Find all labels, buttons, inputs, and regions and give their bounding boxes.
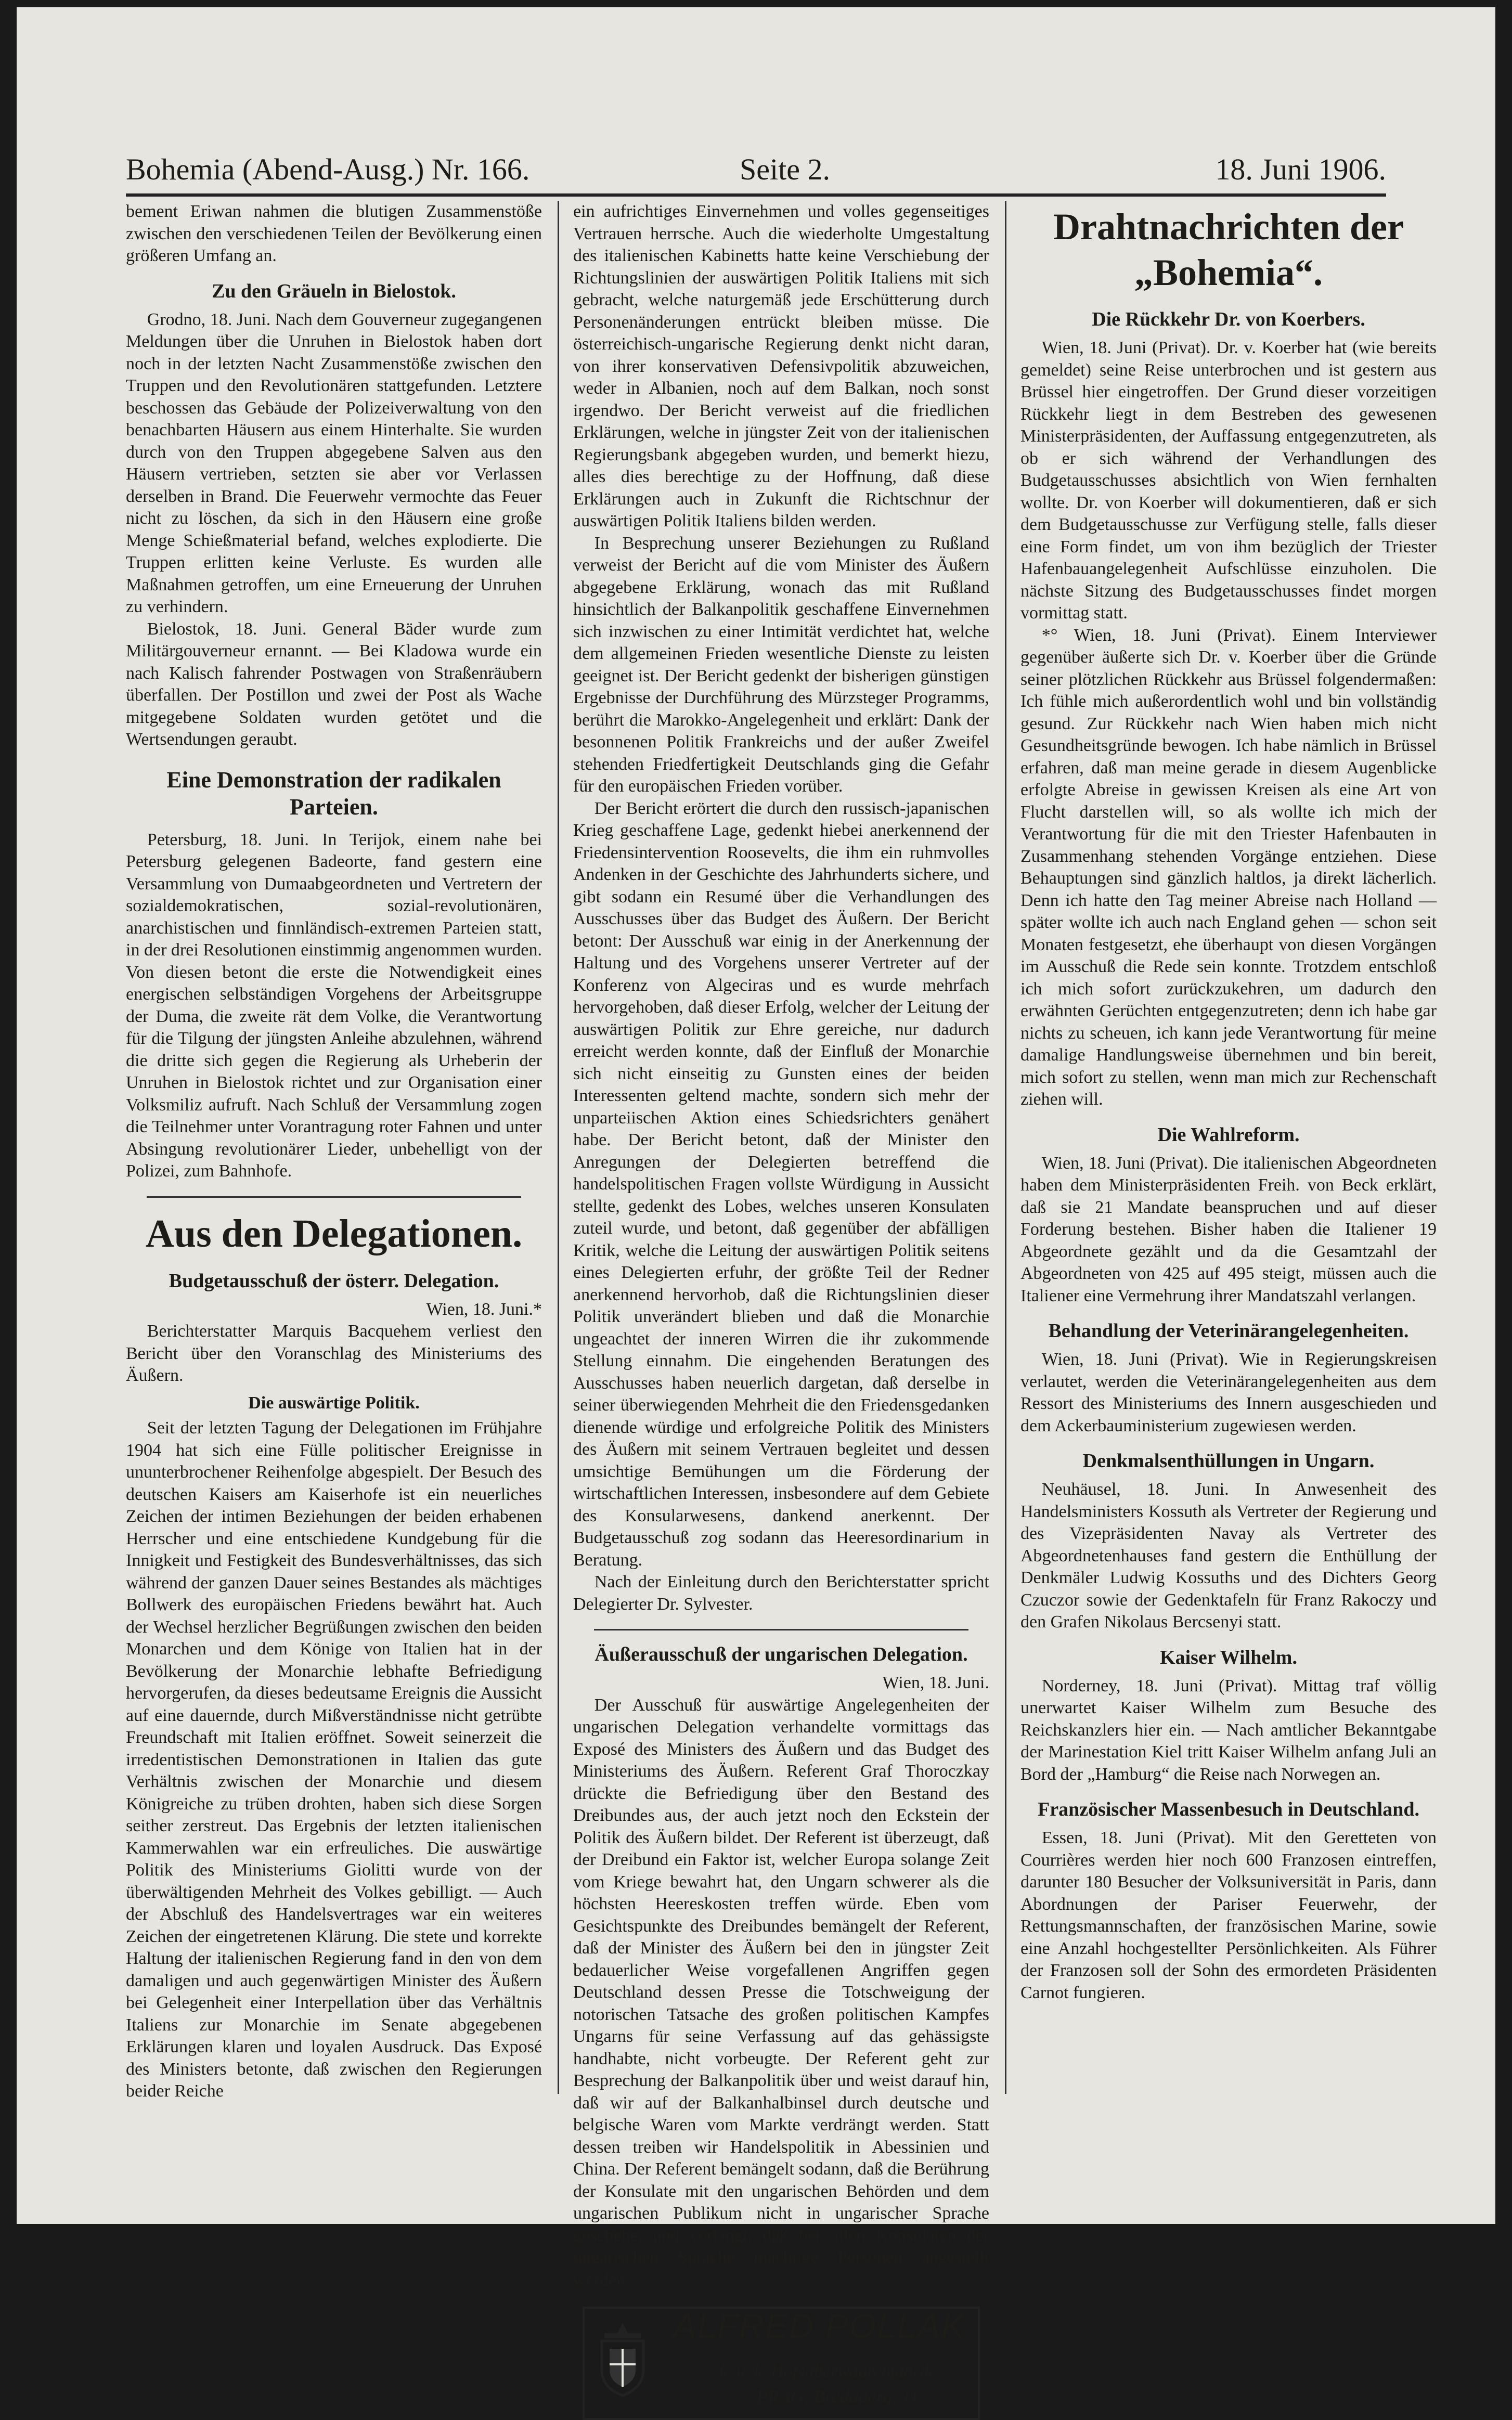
article-headline: Kaiser Wilhelm. [1160, 1646, 1297, 1668]
article-headline: Denkmalsenthüllungen in Ungarn. [1082, 1450, 1375, 1472]
article-headline: Die Wahlreform. [1157, 1123, 1300, 1146]
article-text: Grodno, 18. Juni. Nach dem Gouverneur zugegangenen Meldungen über die Unruhen in Bielostok haben dort noch in der letzten Nacht Zusammenstöße zwischen den Truppen und den Revolutionären stattgefunden. Letztere beschossen das Gebäude der Polizeiverwaltung von den benachbarten Häusern aus einem Hinterhalte. Sie wurden durch von den Truppen abgegebene Salven aus den Häusern vertrieben, setzten sie aber vor Verlassen derselben in Brand. Die Feuerwehr vermochte das Feuer nicht zu löschen, da sich in den Häusern eine große Menge Schießmaterial befand, welches explodierte. Die Truppen erlitten keine Verluste. Es wurden alle Maßnahmen getroffen, um eine Erneuerung der Unruhen zu verhindern. [126, 309, 542, 616]
column-2 [573, 201, 989, 2407]
article-headline: Äußerausschuß der ungarischen Delegation. [595, 1643, 968, 1665]
section-title: Aus den Delegationen. [145, 1211, 523, 1256]
article-headline: Budgetausschuß der österr. Delegation. [169, 1270, 499, 1292]
article-text: Der Ausschuß für auswärtige Angelegenheiten der ungarischen Delegation verhandelte vormittags das Exposé des Ministers des Äußern und das Budget des Ministeriums des Äußern. Referent Graf Thoroczkay drückte die Befriedigung über den Bestand des Dreibundes aus, der auch jetzt noch den Eckstein der Politik des Äußern bildet. Der Referent ist überzeugt, daß der Dreibund ein Faktor ist, welcher Europa solange Zeit vom Kriege bewahrt hat, den Ungarn schwerer als die höchsten Heereskosten treffen würde. Eben vom Gesichtspunkte des Dreibundes bemängelt der Referent, daß der Minister des Äußern bei den in jüngster Zeit bedauerlicher Weise vorgefallenen Angriffen gegen Deutschland dessen Presse die Totschweigung der notorischen Tatsache des großen politischen Kampfes Ungarns für seine Verfassung auf das gehässigste handhabte, nicht vorbeugte. Der Referent geht zur Besprechung der Balkanpolitik über und weist darauf hin, daß wir auf der Balkanhalbinsel durch deutsche und belgische Waren vom Markte verdrängt werden. Statt dessen treiben wir Handelspolitik in Abessinien und China. Der Referent bemängelt sodann, daß die Berührung der Konsulate mit den ungarischen Behörden und dem ungarischen Publikum nicht in ungarischer Sprache geschehe, und verlangt, daß bei allen Konsulaten der ungarischen Sprache mächtige Personen angestellt werden. [573, 1695, 989, 2289]
ad-subtitle: k. u. k. Hofsilberwaarenfabrik [720, 2362, 933, 2381]
dateline: Wien, 18. Juni.* [426, 1299, 542, 1319]
article-text: Wien, 18. Juni (Privat). Die italienischen Abgeordneten haben dem Ministerpräsidenten Freih. von Beck erklärt, daß sie 21 Mandate beanspruchen und auf dieser Forderung bestehen. Bisher haben die Italiener 19 Abgeordnete gezählt und da die Gesamtzahl der Abgeordneten von 425 auf 495 steigt, müssen auch die Italiener eine Vermehrung ihrer Mandatszahl verlangen. [1020, 1153, 1437, 1305]
section-divider [147, 1196, 521, 1198]
article-text: Norderney, 18. Juni (Privat). Mittag traf völlig unerwartet Kaiser Wilhelm zum Besuche des Reichskanzlers hier ein. — Nach amtlicher Bekanntgabe der Marinestation Kiel tritt Kaiser Wilhelm anfang Juli an Bord der „Hamburg“ die Reise nach Norwegen an. [1020, 1676, 1437, 1784]
header-rule [126, 193, 1386, 197]
article-headline: Zu den Gräueln in Bielostok. [212, 280, 456, 302]
article-headline: Französischer Massenbesuch in Deutschland. [1037, 1798, 1420, 1820]
ad-address: PRAG, Bredauerg. 11. [756, 2386, 924, 2407]
article-text: Nach der Einleitung durch den Berichterstatter spricht Delegierter Dr. Sylvester. [573, 1572, 989, 1614]
article-text: Essen, 18. Juni (Privat). Mit den Geretteten von Courrières werden hier noch 600 Franzosen eintreffen, darunter 180 Besucher der Volksuniversität in Paris, dann Abordnungen der Pariser Feuerwehr, der Rettungsmannschaften, der französischen Marine, sowie eine Anzahl hochgestellter Persönlichkeiten. Als Führer der Franzosen soll der Sohn des ermordeten Präsidenten Carnot fungieren. [1020, 1828, 1437, 2002]
article-text: *° Wien, 18. Juni (Privat). Einem Interviewer gegenüber äußerte sich Dr. v. Koerber über die Gründe seiner plötzlichen Rückkehr aus Brüssel folgendermaßen: Ich fühle mich außerordentlich wohl und bin vollständig gesund. Zur Rückkehr nach Wien haben mich nicht Gesundheitsgründe bewogen. Ich habe nämlich in Brüssel erfahren, daß man meine gerade in diesem Augenblicke erfolgte Abreise in gewissen Kreisen als eine Art von Flucht darstellen will, so als wollte ich mich der Verantwortung für die mit den Triester Hafenbauten in Zusammenhang stehenden Vorgänge entziehen. Diese Behauptungen sind gänzlich haltlos, ja direkt lächerlich. Denn ich hatte den Tag meiner Abreise nach Holland — später wollte ich auch nach England gehen — schon seit Monaten festgesetzt, ehe überhaupt von diesen Vorgängen im Ausschuß die Rede sein konnte. Trotzdem entschloß ich mich sofort zurückzukehren, um dadurch den erwähnten Gerüchten entgegenzutreten; denn ich habe gar nichts zu scheuen, ich kann jede Verantwortung für meine damalige Handlungsweise übernehmen und bin bereit, mich sofort zu stellen, wenn man mich zur Rechenschaft ziehen will. [1020, 625, 1437, 1109]
article-text: Seit der letzten Tagung der Delegationen im Frühjahre 1904 hat sich eine Fülle politischer Ereignisse in ununterbrochener Reihenfolge abgespielt. Der Besuch des deutschen Kaisers am Kaiserhofe ist ein neuerliches Zeichen der intimen Beziehungen der beiden erhabenen Herrscher und eine entschiedene Kundgebung für die Innigkeit und Festigkeit des Bundesverhältnisses, das sich während der ganzen Dauer seines Bestandes als mächtiges Bollwerk des europäischen Friedens bewährt hat. Auch der Wechsel herzlicher Begrüßungen zwischen den beiden Monarchen und dem Könige von Italien hat in der Bevölkerung der Monarchie lebhafte Befriedigung hervorgerufen, da dieses bedeutsame Ereignis die Aussicht auf eine dauernde, durch Mißverständnisse nicht getrübte Freundschaft mit Italien eröffnet. Soweit seinerzeit die irredentistischen Demonstrationen in Italien das gute Verhältnis zwischen der Monarchie und diesem Königreiche zu trüben drohten, haben sich diese Sorgen seither zerstreut. Das Ergebnis der letzten italienischen Kammerwahlen war ein erfreuliches. Die auswärtige Politik des Ministeriums Giolitti wurde von der überwältigenden Mehrheit des Volkes gebilligt. — Auch der Abschluß des Handelsvertrages war ein weiteres Zeichen der eingetretenen Klärung. Die stete und korrekte Haltung der italienischen Regierung fand in den von dem damaligen und auch gegenwärtigen Minister des Äußern bei Gelegenheit einer Interpellation über das Verhältnis Italiens zur Monarchie im Senate abgegebenen Erklärungen klaren und loyalen Ausdruck. Das Exposé des Ministers betonte, daß zwischen den Regierungen beider Reiche [126, 1418, 542, 2101]
article-subheadline: Die auswärtige Politik. [248, 1393, 420, 1413]
page-header [126, 148, 1386, 195]
article-text: Petersburg, 18. Juni. In Terijok, einem nahe bei Petersburg gelegenen Badeorte, fand gestern eine Versammlung von Dumaabgeordneten und Vertretern der sozialdemokratischen, sozial-revolutionären, anarchistischen und finnländisch-extremen Parteien statt, in der drei Resolutionen einstimmig angenommen wurden. Von diesen betont die erste die Notwendigkeit eines energischen selbständigen Vorgehens der Arbeitsgruppe der Duma, die zweite rät dem Volke, die Verantwortung für die Tilgung der jüngsten Anleihe abzulehnen, während die dritte sich gegen die Regierung als Urheberin der Unruhen in Bielostok richtet und zur Organisation einer Volksmiliz aufruft. Nach Schluß der Versammlung zogen die Teilnehmer unter Vorantragung roter Fahnen und unter Absingung revolutionärer Lieder, unbehelligt von der Polizei, zum Bahnhofe. [126, 830, 542, 1181]
advertisement [583, 2307, 980, 2420]
ad-brand: ALFRED POLLAK [673, 2307, 965, 2345]
article-headline: Behandlung der Veterinärangelegenheiten. [1048, 1320, 1409, 1342]
header-date: 18. Juni 1906. [1215, 152, 1386, 186]
article-text: Neuhäusel, 18. Juni. In Anwesenheit des Handelsministers Kossuth als Vertreter der Regierung und des Vizepräsidenten Navay als Vertreter des Abgeordnetenhauses fand gestern die Enthüllung der Denkmäler Ludwig Kossuths und des Dichters Georg Czuczor sowie der Gedenktafeln für Franz Rakoczy und den Grafen Nikolaus Bercsenyi statt. [1020, 1480, 1437, 1632]
article-text: In Besprechung unserer Beziehungen zu Rußland verweist der Bericht auf die vom Minister des Äußern abgegebene Erklärung, wonach das mit Rußland hinsichtlich der Balkanpolitik geschaffene Einvernehmen sich inzwischen zu einer Intimität verdichtet hat, welche dem allgemeinen Frieden wesentliche Dienste zu leisten geeignet ist. Der Bericht gedenkt der bisherigen günstigen Ergebnisse der Durchführung des Mürzsteger Programms, berührt die Marokko-Angelegenheit und erklärt: Dank der besonnenen Politik Frankreichs und der außer Zweifel stehenden Friedfertigkeit Deutschlands ging die Gefahr für den europäischen Frieden vorüber. [573, 533, 989, 796]
dateline: Wien, 18. Juni. [882, 1673, 989, 1692]
crest-icon [594, 2320, 651, 2398]
article-headline: Eine Demonstration der radikalen Parteien. [166, 767, 501, 820]
column-1 [126, 201, 542, 2101]
article-text: ein aufrichtiges Einvernehmen und volles gegenseitiges Vertrauen herrsche. Auch die wiederholte Umgestaltung des italienischen Kabinetts hatte keine Verschiebung der Richtungslinien der auswärtigen Politik Italiens mit sich gebracht, welche naturgemäß jede Erschütterung durch Personenänderungen entrückt bleiben müsse. Die österreichisch-ungarische Regierung denkt nicht daran, von ihrer konservativen Defensivpolitik abzuweichen, weder in Albanien, noch auf dem Balkan, noch sonst irgendwo. Der Bericht verweist auf die friedlichen Erklärungen, welche in jüngster Zeit von der italienischen Regierungsbank abgegeben wurden, und bemerkt hiezu, alles dies berechtige zu der Hoffnung, daß diese Erklärungen auch in Zukunft die Richtschnur der auswärtigen Politik Italiens bilden werden. [573, 202, 989, 530]
column-divider [1005, 201, 1006, 2094]
article-headline: Die Rückkehr Dr. von Koerbers. [1092, 308, 1365, 330]
column-3 [1020, 201, 1437, 2094]
article-text: Bielostok, 18. Juni. General Bäder wurde zum Militärgouverneur ernannt. — Bei Kladowa wurde ein nach Kalisch fahrender Postwagen von Straßenräubern überfallen. Der Postillon und zwei der Post als Wache mitgegebene Soldaten wurden getötet und die Wertsendungen geraubt. [126, 619, 542, 749]
article-text: Berichterstatter Marquis Bacquehem verliest den Bericht über den Voranschlag des Ministeriums des Äußern. [126, 1322, 542, 1385]
article-text: Wien, 18. Juni (Privat). Dr. v. Koerber hat (wie bereits gemeldet) seine Reise unterbrochen und ist gestern aus Brüssel hier eingetroffen. Der Grund dieser vorzeitigen Rückkehr liegt in dem Bestreben des gewesenen Ministerpräsidenten, der Auffassung entgegenzutreten, als ob er sich während der Verhandlungen des Budgetausschusses absichtlich von Wien fernhalten wollte. Dr. von Koerber will dokumentieren, daß er sich dem Budgetausschusse zur Verfügung stelle, falls dieser eine Form findet, um von ihm bezüglich der Triester Hafenbauangelegenheit Aufschlüsse einzuholen. Die nächste Sitzung des Budgetausschusses findet morgen vormittag statt. [1020, 338, 1437, 623]
section-divider [594, 1629, 968, 1630]
newspaper-page [17, 7, 1495, 2407]
article-text: bement Eriwan nahmen die blutigen Zusammenstöße zwischen den verschiedenen Teilen der Bevölkerung einen größeren Umfang an. [126, 202, 542, 265]
header-publication: Bohemia (Abend-Ausg.) Nr. 166. [126, 152, 530, 186]
article-text: Der Bericht erörtert die durch den russisch-japanischen Krieg geschaffene Lage, gedenkt hiebei anerkennend der Friedensintervention Roosevelts, die ihm ein ruhmvolles Andenken in der Geschichte des Jahrhunderts sichere, und gibt sodann ein Resumé über die Verhandlungen des Ausschusses über das Budget des Äußern. Der Bericht betont: Der Ausschuß war einig in der Anerkennung der Haltung und des Vorgehens unserer Vertreter auf der Konferenz von Algeciras und es wurde mehrfach hervorgehoben, daß dieser Erfolg, welcher der Leitung der auswärtigen Politik zur Ehre gereiche, nur dadurch erreicht werden konnte, daß der Einfluß der Monarchie sich nicht einseitig zu Gunsten eines der beiden Interessenten geltend machte, sondern sich mehr der unparteiischen Aktion eines Schiedsrichters genähert habe. Der Bericht betont, daß der Minister den Anregungen der Delegierten betreffend die handelspolitischen Fragen vollste Würdigung in Aussicht stellte, gedenkt des Lobes, welches unseren Konsulaten zuteil wurde, und betont, daß gegenüber der abfälligen Kritik, welche die Leitung der auswärtigen Politik seitens eines Delegierten erfuhr, der größte Teil der Redner anerkennend hervorhob, daß die Richtungslinien dieser Politik unverändert blieben und daß die Monarchie ungeachtet der inneren Wirren die ihr zukommende Stellung einnahm. Die eingehenden Beratungen des Ausschusses haben neuerlich dargetan, daß derselbe in seiner überwiegenden Mehrheit die den Friedensgedanken dienende würdige und erfolgreiche Politik des Ministers des Äußern mit seinem Vertrauen begleitet und dessen umsichtige Bemühungen um die Förderung der wirtschaftlichen Interessen, insbesondere auf dem Gebiete des Konsularwesens, dankend anerkennt. Der Budgetausschuß zog sodann das Heeresordinarium in Beratung. [573, 798, 989, 1570]
article-text: Wien, 18. Juni (Privat). Wie in Regierungskreisen verlautet, werden die Veterinärangelegenheiten aus dem Ressort des Ministeriums des Innern ausgeschieden und dem Ackerbauministerium zugewiesen werden. [1020, 1350, 1437, 1435]
header-page-number: Seite 2. [740, 152, 830, 186]
column-divider [558, 201, 559, 2094]
section-title: Drahtnachrichten der „Bohemia“. [1053, 206, 1404, 293]
